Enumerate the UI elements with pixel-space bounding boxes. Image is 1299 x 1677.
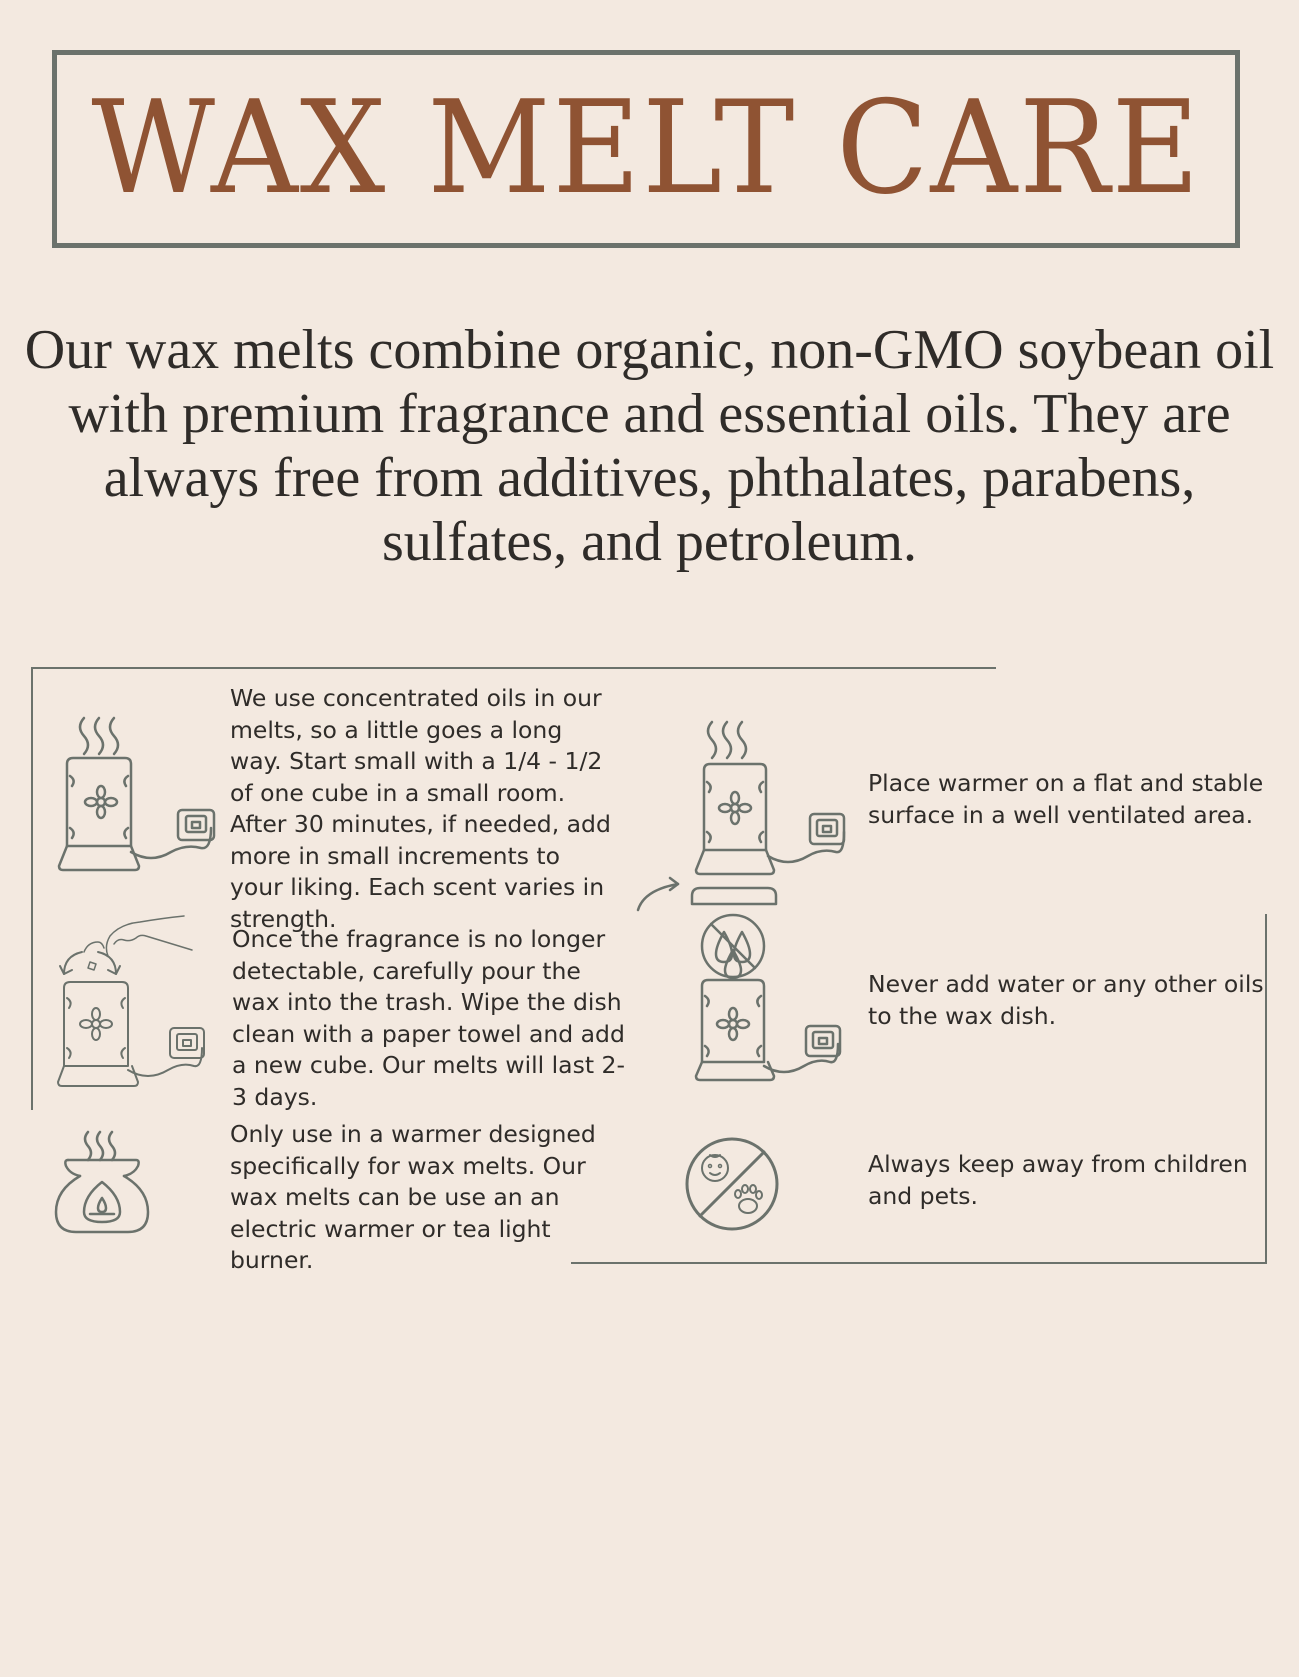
care-item-text: We use concentrated oils in our melts, so a little goes a long way. Start small with a 1/4 - 1/2 of one cube in a small room. After 30 minutes, if needed, add more in small increments to your liking. Each scent varies in strength. [230,684,611,933]
title-frame [52,50,1240,248]
frame-bottom-line [571,1262,1267,1264]
no-children-pets-icon [684,1136,780,1232]
intro-paragraph: Our wax melts combine organic, non-GMO soybean oil with premium fragrance and essential oils. They are always free from additives, phthalates, parabens, sulfates, and petroleum. [24,319,1275,573]
care-item-text: Never add water or any other oils to the wax dish. [868,970,1264,1030]
care-item-text: Always keep away from children and pets. [868,1150,1248,1210]
care-item-text: Only use in a warmer designed specifically for wax melts. Our wax melts can be use an an electric warmer or tea light burner. [230,1120,596,1274]
frame-top-line [31,667,996,669]
no-water-warmer-icon [690,912,850,1092]
pour-wax-warmer-icon [54,914,220,1092]
warmer-steam-icon [56,716,222,876]
warmer-flat-surface-icon [636,720,854,914]
care-item-text: Once the fragrance is no longer detectable, carefully pour the wax into the trash. Wipe the dish clean with a paper towel and add a new cube. Our melts will last 2-3 days. [232,925,625,1111]
care-item-text: Place warmer on a flat and stable surface in a well ventilated area. [868,769,1264,829]
tea-light-burner-icon [54,1130,154,1236]
frame-left-line [31,667,33,1110]
page-title: WAX MELT CARE [91,74,1201,223]
